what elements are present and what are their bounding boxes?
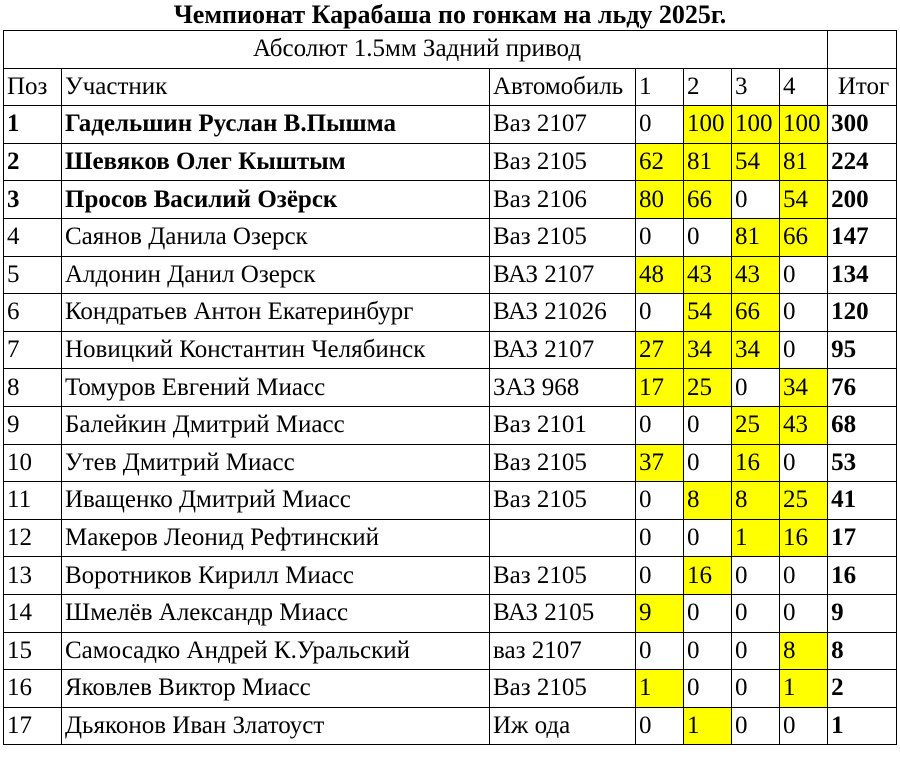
pos-cell: 1 bbox=[4, 106, 62, 144]
car-cell: Ваз 2101 bbox=[490, 406, 636, 444]
total-cell: 8 bbox=[828, 632, 897, 670]
pos-cell: 17 bbox=[4, 707, 62, 745]
table-row bbox=[4, 670, 897, 708]
car-cell: ЗАЗ 968 bbox=[490, 369, 636, 407]
header-stage-1: 1 bbox=[636, 68, 684, 106]
pos-cell: 10 bbox=[4, 444, 62, 482]
participant-cell: Макеров Леонид Рефтинский bbox=[62, 519, 490, 557]
participant-cell: Балейкин Дмитрий Миасс bbox=[62, 406, 490, 444]
stage-2-cell: 8 bbox=[684, 482, 732, 520]
stage-3-cell: 0 bbox=[732, 369, 780, 407]
participant-cell: Шевяков Олег Кыштым bbox=[62, 143, 490, 181]
blank-header-cell bbox=[828, 31, 897, 69]
pos-cell: 13 bbox=[4, 557, 62, 595]
total-cell: 41 bbox=[828, 482, 897, 520]
participant-cell: Иващенко Дмитрий Миасс bbox=[62, 482, 490, 520]
table-row bbox=[4, 519, 897, 557]
car-cell: Ваз 2105 bbox=[490, 218, 636, 256]
participant-cell: Шмелёв Александр Миасс bbox=[62, 594, 490, 632]
stage-3-cell: 8 bbox=[732, 482, 780, 520]
header-stage-4: 4 bbox=[780, 68, 828, 106]
stage-2-cell: 43 bbox=[684, 256, 732, 294]
car-cell: ВАЗ 2107 bbox=[490, 331, 636, 369]
pos-cell: 8 bbox=[4, 369, 62, 407]
stage-4-cell: 81 bbox=[780, 143, 828, 181]
total-cell: 134 bbox=[828, 256, 897, 294]
stage-3-cell: 0 bbox=[732, 632, 780, 670]
table-row bbox=[4, 482, 897, 520]
stage-1-cell: 0 bbox=[636, 406, 684, 444]
total-cell: 95 bbox=[828, 331, 897, 369]
stage-1-cell: 27 bbox=[636, 331, 684, 369]
table-subtitle: Абсолют 1.5мм Задний привод bbox=[4, 31, 828, 69]
participant-cell: Утев Дмитрий Миасс bbox=[62, 444, 490, 482]
pos-cell: 11 bbox=[4, 482, 62, 520]
stage-2-cell: 0 bbox=[684, 632, 732, 670]
pos-cell: 15 bbox=[4, 632, 62, 670]
table-row bbox=[4, 218, 897, 256]
stage-4-cell: 0 bbox=[780, 331, 828, 369]
table-row bbox=[4, 632, 897, 670]
table-row bbox=[4, 444, 897, 482]
table-row bbox=[4, 256, 897, 294]
stage-2-cell: 16 bbox=[684, 557, 732, 595]
car-cell: Ваз 2107 bbox=[490, 106, 636, 144]
stage-3-cell: 1 bbox=[732, 519, 780, 557]
table-row bbox=[4, 369, 897, 407]
header-participant: Участник bbox=[62, 68, 490, 106]
pos-cell: 12 bbox=[4, 519, 62, 557]
total-cell: 9 bbox=[828, 594, 897, 632]
car-cell: Ваз 2105 bbox=[490, 557, 636, 595]
stage-2-cell: 0 bbox=[684, 670, 732, 708]
stage-1-cell: 1 bbox=[636, 670, 684, 708]
car-cell: Ваз 2105 bbox=[490, 482, 636, 520]
stage-1-cell: 0 bbox=[636, 294, 684, 332]
table-row bbox=[4, 143, 897, 181]
stage-2-cell: 0 bbox=[684, 594, 732, 632]
stage-4-cell: 0 bbox=[780, 294, 828, 332]
stage-3-cell: 0 bbox=[732, 670, 780, 708]
car-cell: Ваз 2105 bbox=[490, 143, 636, 181]
stage-3-cell: 0 bbox=[732, 594, 780, 632]
stage-3-cell: 34 bbox=[732, 331, 780, 369]
stage-4-cell: 25 bbox=[780, 482, 828, 520]
stage-2-cell: 54 bbox=[684, 294, 732, 332]
participant-cell: Томуров Евгений Миасс bbox=[62, 369, 490, 407]
participant-cell: Кондратьев Антон Екатеринбург bbox=[62, 294, 490, 332]
stage-2-cell: 0 bbox=[684, 406, 732, 444]
stage-2-cell: 25 bbox=[684, 369, 732, 407]
stage-3-cell: 66 bbox=[732, 294, 780, 332]
stage-1-cell: 37 bbox=[636, 444, 684, 482]
stage-1-cell: 80 bbox=[636, 181, 684, 219]
participant-cell: Воротников Кирилл Миасс bbox=[62, 557, 490, 595]
stage-4-cell: 1 bbox=[780, 670, 828, 708]
total-cell: 147 bbox=[828, 218, 897, 256]
stage-1-cell: 48 bbox=[636, 256, 684, 294]
pos-cell: 14 bbox=[4, 594, 62, 632]
pos-cell: 16 bbox=[4, 670, 62, 708]
total-cell: 53 bbox=[828, 444, 897, 482]
total-cell: 200 bbox=[828, 181, 897, 219]
car-cell bbox=[490, 519, 636, 557]
car-cell: Ваз 2105 bbox=[490, 444, 636, 482]
stage-3-cell: 81 bbox=[732, 218, 780, 256]
car-cell: ваз 2107 bbox=[490, 632, 636, 670]
stage-4-cell: 34 bbox=[780, 369, 828, 407]
stage-1-cell: 0 bbox=[636, 707, 684, 745]
total-cell: 2 bbox=[828, 670, 897, 708]
table-row bbox=[4, 331, 897, 369]
pos-cell: 9 bbox=[4, 406, 62, 444]
table-row bbox=[4, 557, 897, 595]
participant-cell: Самосадко Андрей К.Уральский bbox=[62, 632, 490, 670]
participant-cell: Просов Василий Озёрск bbox=[62, 181, 490, 219]
car-cell: ВАЗ 2105 bbox=[490, 594, 636, 632]
stage-1-cell: 0 bbox=[636, 106, 684, 144]
stage-1-cell: 0 bbox=[636, 519, 684, 557]
page-title: Чемпионат Карабаша по гонкам на льду 2025г. bbox=[173, 0, 727, 29]
car-cell: ВАЗ 21026 bbox=[490, 294, 636, 332]
stage-1-cell: 0 bbox=[636, 482, 684, 520]
table-row bbox=[4, 594, 897, 632]
stage-4-cell: 0 bbox=[780, 256, 828, 294]
participant-cell: Дьяконов Иван Златоуст bbox=[62, 707, 490, 745]
stage-4-cell: 100 bbox=[780, 106, 828, 144]
stage-2-cell: 0 bbox=[684, 218, 732, 256]
table-row bbox=[4, 181, 897, 219]
stage-4-cell: 66 bbox=[780, 218, 828, 256]
total-cell: 17 bbox=[828, 519, 897, 557]
stage-2-cell: 0 bbox=[684, 519, 732, 557]
pos-cell: 2 bbox=[4, 143, 62, 181]
pos-cell: 5 bbox=[4, 256, 62, 294]
pos-cell: 6 bbox=[4, 294, 62, 332]
table-row bbox=[4, 106, 897, 144]
stage-3-cell: 54 bbox=[732, 143, 780, 181]
stage-1-cell: 17 bbox=[636, 369, 684, 407]
stage-1-cell: 0 bbox=[636, 632, 684, 670]
stage-3-cell: 0 bbox=[732, 707, 780, 745]
participant-cell: Яковлев Виктор Миасс bbox=[62, 670, 490, 708]
results-table bbox=[3, 30, 897, 745]
stage-4-cell: 8 bbox=[780, 632, 828, 670]
total-cell: 300 bbox=[828, 106, 897, 144]
stage-4-cell: 0 bbox=[780, 444, 828, 482]
stage-1-cell: 62 bbox=[636, 143, 684, 181]
stage-3-cell: 100 bbox=[732, 106, 780, 144]
header-row bbox=[4, 68, 897, 106]
participant-cell: Алдонин Данил Озерск bbox=[62, 256, 490, 294]
stage-2-cell: 0 bbox=[684, 444, 732, 482]
stage-3-cell: 16 bbox=[732, 444, 780, 482]
total-cell: 16 bbox=[828, 557, 897, 595]
total-cell: 68 bbox=[828, 406, 897, 444]
stage-1-cell: 0 bbox=[636, 557, 684, 595]
car-cell: Ваз 2105 bbox=[490, 670, 636, 708]
stage-4-cell: 0 bbox=[780, 557, 828, 595]
stage-2-cell: 66 bbox=[684, 181, 732, 219]
stage-2-cell: 81 bbox=[684, 143, 732, 181]
stage-3-cell: 43 bbox=[732, 256, 780, 294]
stage-4-cell: 54 bbox=[780, 181, 828, 219]
table-row bbox=[4, 707, 897, 745]
car-cell: Иж ода bbox=[490, 707, 636, 745]
header-stage-2: 2 bbox=[684, 68, 732, 106]
header-pos: Поз bbox=[4, 68, 62, 106]
subtitle-row bbox=[4, 31, 897, 69]
stage-4-cell: 0 bbox=[780, 594, 828, 632]
stage-1-cell: 0 bbox=[636, 218, 684, 256]
stage-2-cell: 34 bbox=[684, 331, 732, 369]
participant-cell: Гадельшин Руслан В.Пышма bbox=[62, 106, 490, 144]
pos-cell: 7 bbox=[4, 331, 62, 369]
header-total: Итог bbox=[828, 68, 897, 106]
stage-3-cell: 0 bbox=[732, 181, 780, 219]
participant-cell: Саянов Данила Озерск bbox=[62, 218, 490, 256]
car-cell: Ваз 2106 bbox=[490, 181, 636, 219]
pos-cell: 3 bbox=[4, 181, 62, 219]
total-cell: 224 bbox=[828, 143, 897, 181]
stage-1-cell: 9 bbox=[636, 594, 684, 632]
stage-4-cell: 16 bbox=[780, 519, 828, 557]
stage-3-cell: 0 bbox=[732, 557, 780, 595]
table-row bbox=[4, 294, 897, 332]
stage-2-cell: 100 bbox=[684, 106, 732, 144]
header-car: Автомобиль bbox=[490, 68, 636, 106]
participant-cell: Новицкий Константин Челябинск bbox=[62, 331, 490, 369]
results-table-body bbox=[4, 31, 897, 745]
total-cell: 76 bbox=[828, 369, 897, 407]
car-cell: ВАЗ 2107 bbox=[490, 256, 636, 294]
header-stage-3: 3 bbox=[732, 68, 780, 106]
stage-4-cell: 43 bbox=[780, 406, 828, 444]
stage-4-cell: 0 bbox=[780, 707, 828, 745]
table-row bbox=[4, 406, 897, 444]
total-cell: 1 bbox=[828, 707, 897, 745]
stage-3-cell: 25 bbox=[732, 406, 780, 444]
total-cell: 120 bbox=[828, 294, 897, 332]
stage-2-cell: 1 bbox=[684, 707, 732, 745]
pos-cell: 4 bbox=[4, 218, 62, 256]
